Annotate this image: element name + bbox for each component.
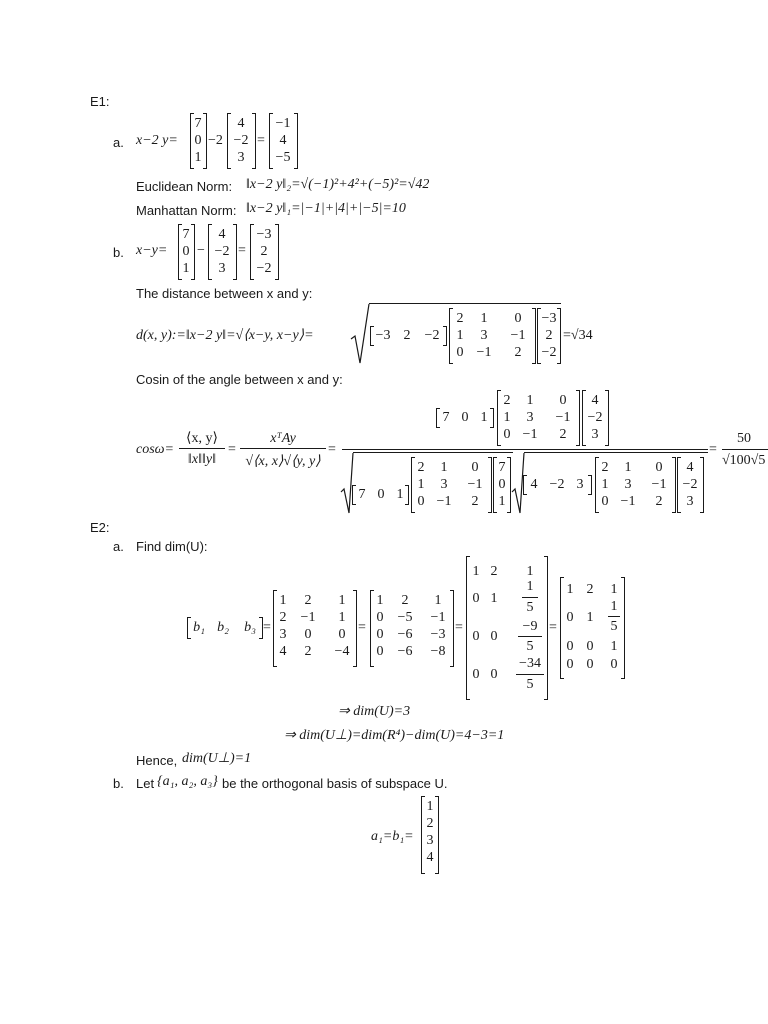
denA2-0-0: 2	[601, 460, 609, 475]
denA2-2-1: −1	[620, 494, 636, 509]
vec-x-b-1: 0	[182, 244, 190, 259]
radical-sign	[350, 303, 370, 365]
euclid-label: Euclidean Norm:	[136, 179, 233, 194]
m3-2-2-num: −9	[522, 619, 538, 634]
m4-2-1: 0	[586, 639, 594, 654]
equals: =	[257, 133, 265, 148]
num-y-0: 4	[591, 393, 599, 408]
den-yc-0: 4	[686, 460, 694, 475]
m3-0-0: 1	[472, 564, 480, 579]
e2-a-label: a.	[113, 539, 124, 554]
m1-1-1: −1	[300, 610, 316, 625]
den-yc-1: −2	[682, 477, 698, 492]
vec-y-b-1: −2	[214, 244, 230, 259]
A-0-1: 1	[480, 311, 488, 326]
vec-r1-0: −1	[275, 116, 291, 131]
m2-3-1: −6	[397, 644, 413, 659]
den-xc-2: 1	[498, 494, 506, 509]
den-yc-2: 3	[686, 494, 694, 509]
m4-1-2-den: 5	[610, 619, 618, 634]
basis-b2: b₂	[217, 620, 229, 635]
cos-frac2-den: √⟨x, x⟩√⟨y, y⟩	[245, 454, 321, 469]
minus-two: −2	[208, 133, 223, 148]
e1-b-label: b.	[113, 245, 124, 260]
equals: =	[228, 442, 236, 457]
vec-y-b-0: 4	[218, 227, 226, 242]
den-xc-1: 0	[498, 477, 506, 492]
m3-0-2: 1	[526, 564, 534, 579]
A-2-1: −1	[476, 345, 492, 360]
vec-y-0: 4	[237, 116, 245, 131]
manhattan-label: Manhattan Norm:	[136, 203, 237, 218]
numA-2-1: −1	[522, 427, 538, 442]
m3-0-1: 2	[490, 564, 498, 579]
denA1-2-2: 2	[471, 494, 479, 509]
m1-1-0: 2	[279, 610, 287, 625]
m1-3-1: 2	[304, 644, 312, 659]
den-y-1: −2	[549, 477, 565, 492]
vec-y-1: −2	[233, 133, 249, 148]
denA2-2-0: 0	[601, 494, 609, 509]
m2-1-1: −5	[397, 610, 413, 625]
numA-1-0: 1	[503, 410, 511, 425]
m2-3-2: −8	[430, 644, 446, 659]
e1-b-expr: x−y=	[136, 243, 168, 258]
m4-3-0: 0	[566, 657, 574, 672]
m3-1-1: 1	[490, 591, 498, 606]
den-y-0: 4	[530, 477, 538, 492]
numA-1-1: 3	[526, 410, 534, 425]
distance-label: The distance between x and y:	[136, 286, 313, 301]
m3-3-0: 0	[472, 667, 480, 682]
cos-result-den: √100√5	[722, 453, 766, 468]
basis-b3: b₃	[244, 620, 256, 635]
cos-fraction-bar	[342, 449, 708, 450]
m1-0-0: 1	[279, 593, 287, 608]
cos-frac1-den: ‖x‖‖y‖	[187, 452, 217, 467]
den-y-2: 3	[576, 477, 584, 492]
a1-expr: a₁=b₁=	[371, 829, 414, 844]
num-y-1: −2	[587, 410, 603, 425]
m3-2-0: 0	[472, 629, 480, 644]
denA2-2-2: 2	[655, 494, 663, 509]
numA-0-2: 0	[559, 393, 567, 408]
e1-heading: E1:	[90, 94, 110, 109]
m3-1-2-den: 5	[526, 600, 534, 615]
denA2-1-0: 1	[601, 477, 609, 492]
vec-x-b-0: 7	[182, 227, 190, 242]
m1-3-0: 4	[279, 644, 287, 659]
m3-2-2-den: 5	[526, 639, 534, 654]
m3-3-2-den: 5	[526, 677, 534, 692]
m3-3-1: 0	[490, 667, 498, 682]
A-2-0: 0	[456, 345, 464, 360]
den-xc-0: 7	[498, 460, 506, 475]
denA2-1-2: −1	[651, 477, 667, 492]
den-x-2: 1	[396, 487, 404, 502]
cos-frac2-num: xᵀAy	[270, 431, 296, 446]
a1-3: 4	[426, 850, 434, 865]
m1-1-2: 1	[338, 610, 346, 625]
den-x-0: 7	[358, 487, 366, 502]
a1-1: 2	[426, 816, 434, 831]
num-x-1: 0	[461, 410, 469, 425]
m2-2-1: −6	[397, 627, 413, 642]
m3-1-2-num: 1	[526, 579, 534, 594]
cosine-label: Cosin of the angle between x and y:	[136, 372, 343, 387]
m1-0-1: 2	[304, 593, 312, 608]
A-0-0: 2	[456, 311, 464, 326]
distance-result: =√34	[563, 328, 593, 343]
denA2-0-2: 0	[655, 460, 663, 475]
equals: =	[328, 442, 336, 457]
cos-result-num: 50	[737, 431, 751, 446]
m3-3-2-num: −34	[519, 656, 541, 671]
m4-3-2: 0	[610, 657, 618, 672]
basis-b1: b₁	[193, 620, 205, 635]
row-diff-1: 2	[403, 328, 411, 343]
vec-x-2: 1	[194, 150, 202, 165]
vec-y-2: 3	[237, 150, 245, 165]
m2-0-0: 1	[376, 593, 384, 608]
num-y-2: 3	[591, 427, 599, 442]
vec-x-1: 0	[194, 133, 202, 148]
m4-1-0: 0	[566, 610, 574, 625]
m2-0-1: 2	[401, 593, 409, 608]
col-diff-1: 2	[545, 328, 553, 343]
dim-u-line: ⇒ dim(U)=3	[338, 704, 411, 719]
equals: =	[263, 620, 271, 635]
m1-2-2: 0	[338, 627, 346, 642]
e1-a-expr: x−2 y=	[136, 133, 178, 148]
m2-2-0: 0	[376, 627, 384, 642]
equals: =	[358, 620, 366, 635]
a1-0: 1	[426, 799, 434, 814]
m1-3-2: −4	[334, 644, 350, 659]
dim-u-perp-line: ⇒ dim(U⊥)=dim(R⁴)−dim(U)=4−3=1	[284, 728, 505, 743]
e2-a-text: Find dim(U):	[136, 539, 208, 554]
vec-r2-1: 2	[260, 244, 268, 259]
numA-0-0: 2	[503, 393, 511, 408]
m4-1-2-num: 1	[610, 599, 618, 614]
A-0-2: 0	[514, 311, 522, 326]
minus: −	[197, 243, 205, 258]
vec-x-b-2: 1	[182, 261, 190, 276]
cos-lhs: cosω=	[136, 442, 174, 457]
manhattan-expr: ‖x−2 y‖₁=|−1|+|4|+|−5|=10	[246, 201, 406, 216]
m2-1-2: −1	[430, 610, 446, 625]
equals: =	[709, 442, 717, 457]
m1-0-2: 1	[338, 593, 346, 608]
m2-2-2: −3	[430, 627, 446, 642]
m3-1-0: 0	[472, 591, 480, 606]
row-diff-0: −3	[375, 328, 391, 343]
denA2-0-1: 1	[624, 460, 632, 475]
equals: =	[238, 243, 246, 258]
e2-b-text-pre: Let	[136, 776, 155, 791]
vec-r2-2: −2	[256, 261, 272, 276]
denA1-0-1: 1	[440, 460, 448, 475]
col-diff-0: −3	[541, 311, 557, 326]
vec-r1-2: −5	[275, 150, 291, 165]
denA1-0-0: 2	[417, 460, 425, 475]
m2-3-0: 0	[376, 644, 384, 659]
euclid-expr: ‖x−2 y‖₂=√(−1)²+4²+(−5)²=√42	[246, 177, 430, 192]
numA-2-2: 2	[559, 427, 567, 442]
denA1-1-1: 3	[440, 477, 448, 492]
m1-2-1: 0	[304, 627, 312, 642]
den-x-1: 0	[377, 487, 385, 502]
hence-label: Hence,	[136, 753, 178, 768]
m3-2-1: 0	[490, 629, 498, 644]
vec-x-0: 7	[194, 116, 202, 131]
denA1-2-0: 0	[417, 494, 425, 509]
cos-frac1-num: ⟨x, y⟩	[186, 431, 218, 446]
denA1-1-2: −1	[467, 477, 483, 492]
m4-2-2: 1	[610, 639, 618, 654]
row-diff-2: −2	[424, 328, 440, 343]
vec-r2-0: −3	[256, 227, 272, 242]
denA1-2-1: −1	[436, 494, 452, 509]
equals: =	[455, 620, 463, 635]
numA-2-0: 0	[503, 427, 511, 442]
vec-r1-1: 4	[279, 133, 287, 148]
m4-2-0: 0	[566, 639, 574, 654]
m4-0-1: 2	[586, 582, 594, 597]
equals: =	[549, 620, 557, 635]
a1-2: 3	[426, 833, 434, 848]
A-1-1: 3	[480, 328, 488, 343]
m2-1-0: 0	[376, 610, 384, 625]
e2-b-text-post: be the orthogonal basis of subspace U.	[222, 776, 448, 791]
vec-y-b-2: 3	[218, 261, 226, 276]
A-1-0: 1	[456, 328, 464, 343]
num-x-2: 1	[480, 410, 488, 425]
hence-expr: dim(U⊥)=1	[182, 751, 252, 766]
denA2-1-1: 3	[624, 477, 632, 492]
A-1-2: −1	[510, 328, 526, 343]
m4-0-2: 1	[610, 582, 618, 597]
e1-a-label: a.	[113, 135, 124, 150]
denA1-0-2: 0	[471, 460, 479, 475]
num-x-0: 7	[442, 410, 450, 425]
m2-0-2: 1	[434, 593, 442, 608]
A-2-2: 2	[514, 345, 522, 360]
col-diff-2: −2	[541, 345, 557, 360]
denA1-1-0: 1	[417, 477, 425, 492]
m1-2-0: 3	[279, 627, 287, 642]
e2-heading: E2:	[90, 520, 110, 535]
m4-3-1: 0	[586, 657, 594, 672]
distance-lhs: d(x, y):=‖x−2 y‖=√⟨x−y, x−y⟩=	[136, 328, 314, 343]
m4-1-1: 1	[586, 610, 594, 625]
numA-1-2: −1	[555, 410, 571, 425]
e2-b-basis: {a₁, a₂, a₃}	[157, 774, 218, 789]
numA-0-1: 1	[526, 393, 534, 408]
m4-0-0: 1	[566, 582, 574, 597]
e2-b-label: b.	[113, 776, 124, 791]
